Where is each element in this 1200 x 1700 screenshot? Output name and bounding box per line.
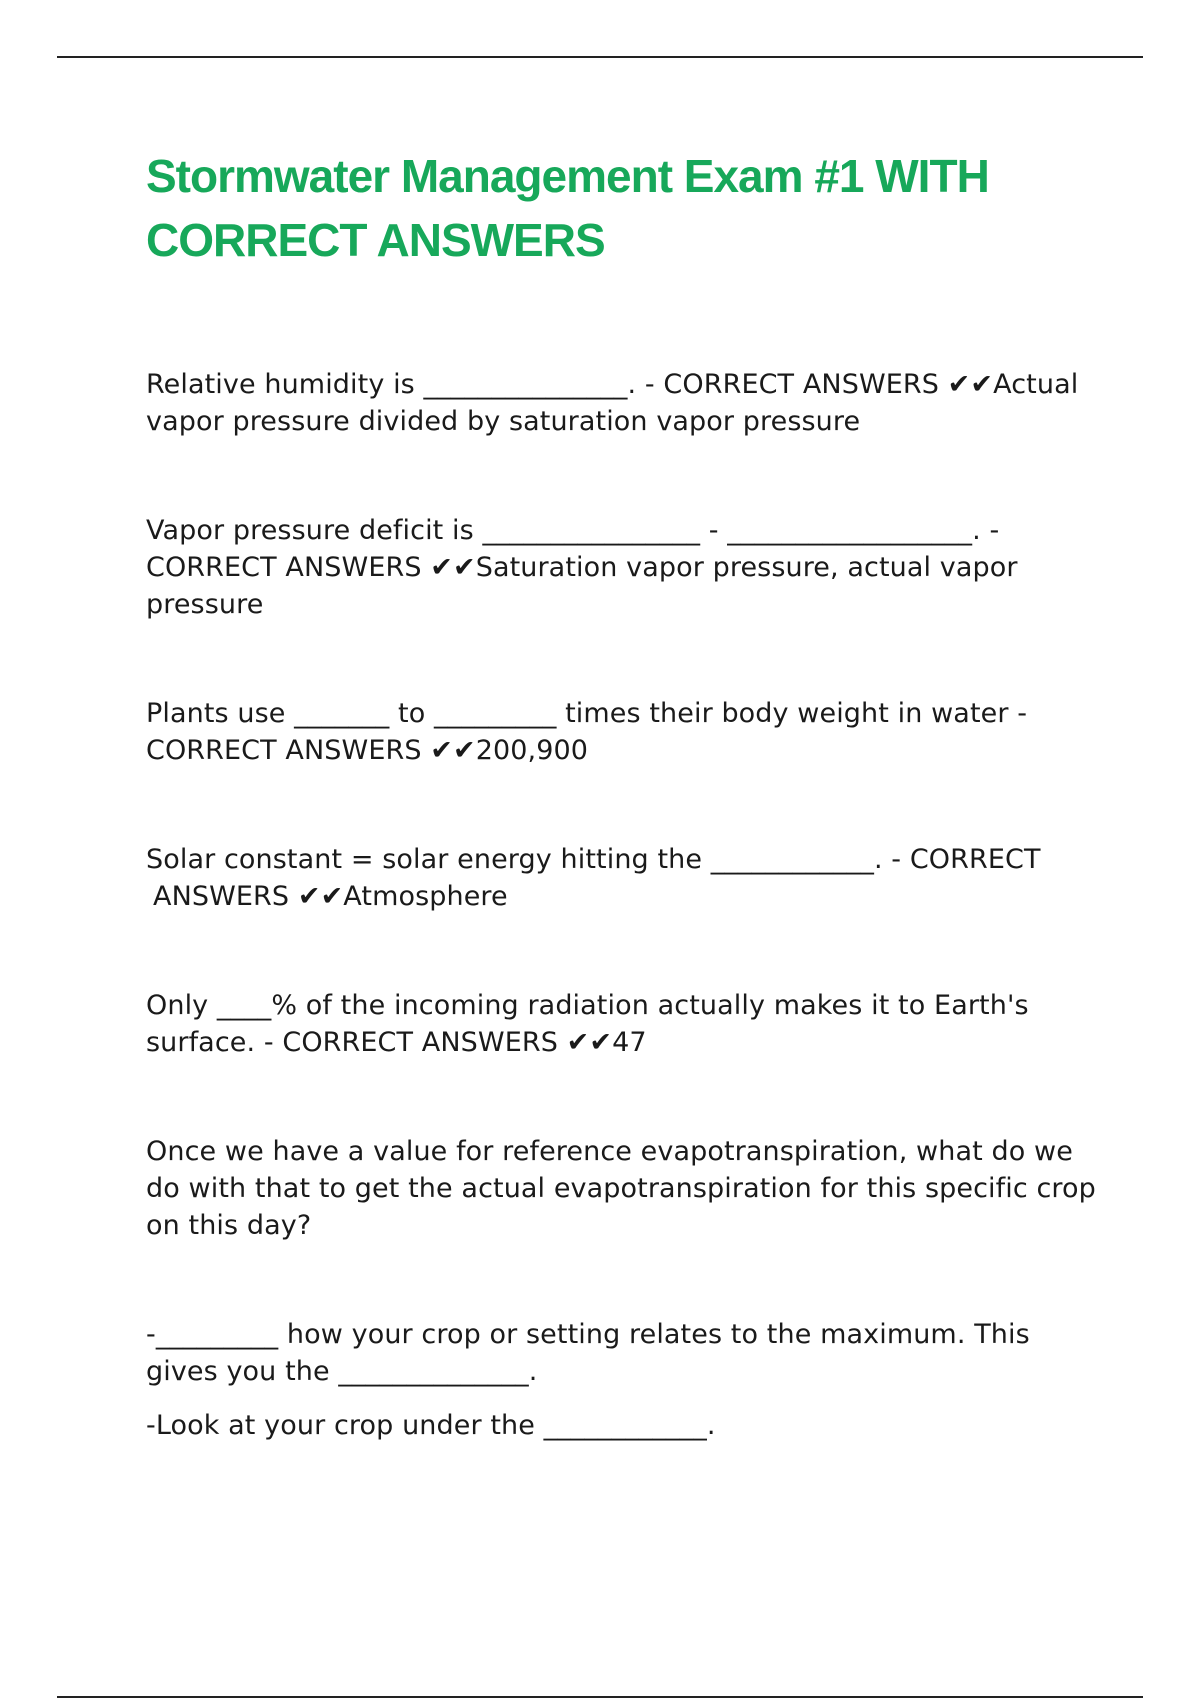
qa-item-relative-humidity: Relative humidity is _______________. - CORRECT ANSWERS ✔✔Actual vapor pressure divided by saturation vapor pressure (146, 369, 1079, 437)
qa-item-solar-constant-line1: Solar constant = solar energy hitting the ____________. - CORRECT (146, 844, 1041, 875)
qa-item-solar-constant (146, 841, 1096, 915)
header-rule (57, 56, 1143, 58)
qa-item-incoming-radiation: Only ____% of the incoming radiation actually makes it to Earth's surface. - CORRECT ANSWERS ✔✔47 (146, 990, 1029, 1058)
qa-item-look-at-crop: -Look at your crop under the ____________. (146, 1410, 716, 1441)
qa-item-evapotranspiration-question: Once we have a value for reference evapotranspiration, what do we do with that to get the actual evapotranspiration for this specific crop on this day? (146, 1136, 1096, 1241)
qa-item-solar-constant-line2: ANSWERS ✔✔Atmosphere (153, 881, 508, 912)
footer-rule (57, 1696, 1143, 1698)
qa-item-vapor-pressure-deficit: Vapor pressure deficit is ________________ - __________________. - CORRECT ANSWERS ✔✔Saturation vapor pressure, actual vapor pressure (146, 515, 1018, 620)
document-title: Stormwater Management Exam #1 WITH CORRECT ANSWERS (146, 150, 989, 266)
document-body (146, 366, 1096, 1444)
qa-item-crop-setting: -_________ how your crop or setting relates to the maximum. This gives you the ______________. (146, 1319, 1030, 1387)
qa-item-plants-water-use: Plants use _______ to _________ times their body weight in water - CORRECT ANSWERS ✔✔200,900 (146, 698, 1028, 766)
